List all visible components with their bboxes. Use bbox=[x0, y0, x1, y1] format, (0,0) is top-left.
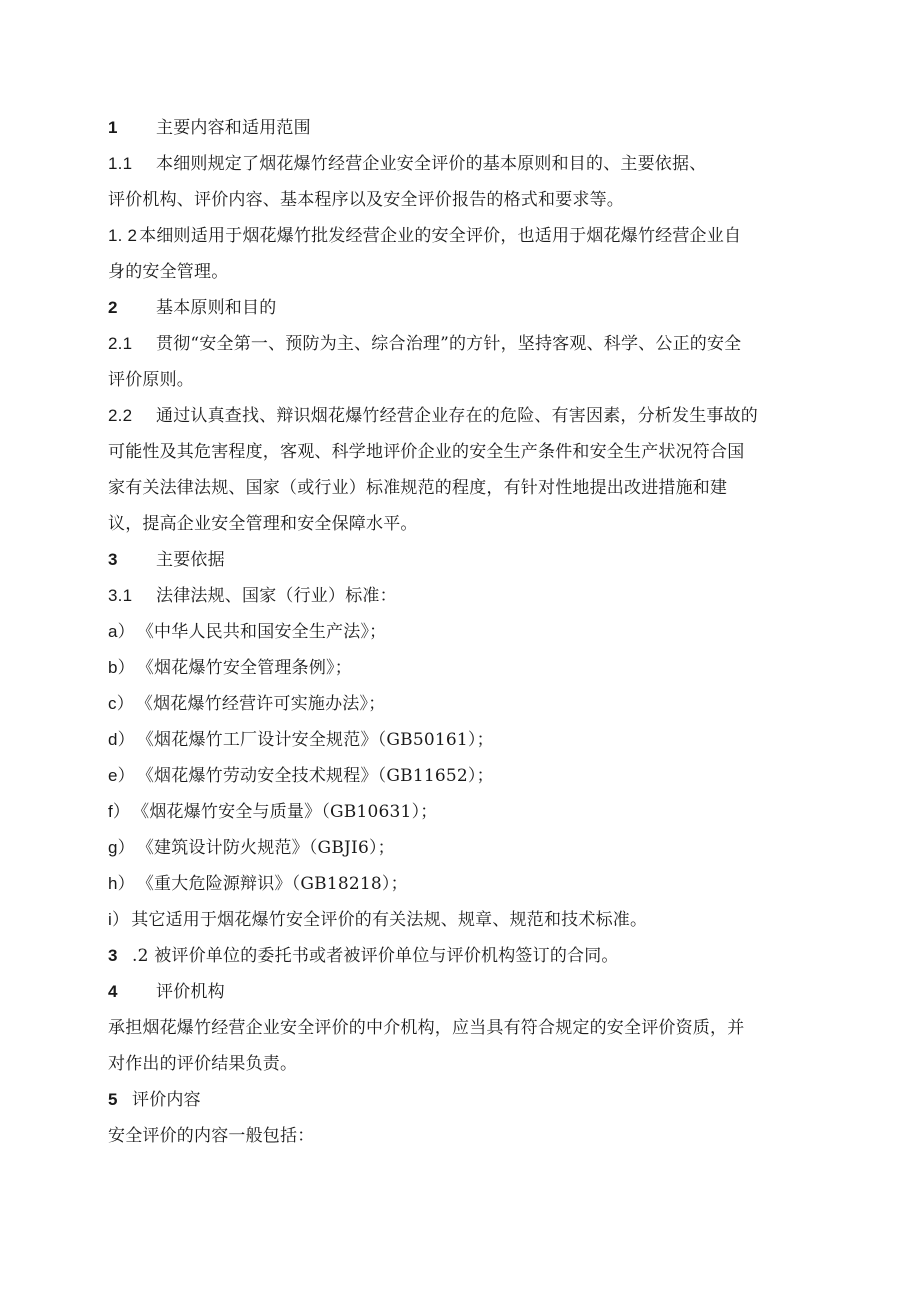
list-text: 《烟花爆竹工厂设计安全规范》（GB50161）； bbox=[136, 730, 494, 750]
clause-number: 3.1 bbox=[108, 586, 133, 605]
clause-text: .2 被评价单位的委托书或者被评价单位与评价机构签订的合同。 bbox=[132, 946, 619, 966]
paragraph-line: 议，提高企业安全管理和安全保障水平。 bbox=[108, 514, 418, 534]
clause-text: 通过认真查找、辩识烟花爆竹经营企业存在的危险、有害因素，分析发生事故的 bbox=[156, 406, 758, 426]
clause-number: 3 bbox=[108, 946, 118, 965]
clause-3-1 bbox=[108, 578, 808, 614]
list-text: 其它适用于烟花爆竹安全评价的有关法规、规章、规范和技术标准。 bbox=[131, 910, 648, 930]
paragraph-line: 对作出的评价结果负责。 bbox=[108, 1054, 298, 1074]
list-marker: f） bbox=[108, 802, 131, 821]
list-item-i bbox=[108, 902, 808, 938]
clause-1-1 bbox=[108, 146, 808, 182]
section-heading-2 bbox=[108, 290, 808, 326]
paragraph-line: 身的安全管理。 bbox=[108, 262, 229, 282]
list-marker: a） bbox=[108, 622, 135, 641]
section-number: 4 bbox=[108, 982, 118, 1001]
clause-number: 1.1 bbox=[108, 154, 133, 173]
clause-2-1 bbox=[108, 326, 808, 362]
list-text: 《中华人民共和国安全生产法》； bbox=[136, 622, 387, 642]
section-heading-3 bbox=[108, 542, 808, 578]
list-text: 《建筑设计防火规范》（GBJI6）； bbox=[136, 838, 395, 858]
list-text: 《烟花爆竹经营许可实施办法》； bbox=[135, 694, 386, 714]
list-marker: e） bbox=[108, 766, 135, 785]
section-title: 评价内容 bbox=[132, 1090, 201, 1110]
section-number: 5 bbox=[108, 1090, 118, 1109]
paragraph-line: 评价原则。 bbox=[108, 370, 194, 390]
list-text: 《烟花爆竹安全管理条例》； bbox=[136, 658, 352, 678]
list-marker: b） bbox=[108, 658, 135, 677]
list-item-g bbox=[108, 830, 808, 866]
section-title: 评价机构 bbox=[156, 982, 225, 1002]
list-text: 《重大危险源辩识》（GB18218）； bbox=[136, 874, 408, 894]
list-marker: h） bbox=[108, 874, 135, 893]
section-title: 基本原则和目的 bbox=[156, 298, 277, 318]
list-item-b bbox=[108, 650, 808, 686]
section-title: 主要依据 bbox=[156, 550, 225, 570]
clause-1-2 bbox=[108, 218, 808, 254]
list-marker: c） bbox=[108, 694, 134, 713]
clause-text: 法律法规、国家（行业）标准： bbox=[156, 586, 397, 606]
list-item-f bbox=[108, 794, 808, 830]
section-number: 3 bbox=[108, 550, 118, 569]
section-number: 1 bbox=[108, 118, 118, 137]
section-heading-1 bbox=[108, 110, 808, 146]
clause-number: 1. 2 bbox=[108, 226, 138, 245]
paragraph-line: 家有关法律法规、国家（或行业）标准规范的程度，有针对性地提出改进措施和建 bbox=[108, 478, 728, 498]
clause-text: 本细则适用于烟花爆竹批发经营企业的安全评价，也适用于烟花爆竹经营企业自 bbox=[139, 226, 742, 246]
clause-text: 贯彻“安全第一、预防为主、综合治理”的方针，坚持客观、科学、公正的安全 bbox=[156, 334, 742, 354]
list-item-d bbox=[108, 722, 808, 758]
list-text: 《烟花爆竹安全与质量》（GB10631）； bbox=[132, 802, 438, 822]
paragraph-line: 评价机构、评价内容、基本程序以及安全评价报告的格式和要求等。 bbox=[108, 190, 624, 210]
list-marker: d） bbox=[108, 730, 135, 749]
clause-number: 2.2 bbox=[108, 406, 133, 425]
list-marker: i） bbox=[108, 910, 130, 929]
section-heading-5 bbox=[108, 1082, 808, 1118]
paragraph-line: 可能性及其危害程度，客观、科学地评价企业的安全生产条件和安全生产状况符合国 bbox=[108, 442, 745, 462]
list-item-c bbox=[108, 686, 808, 722]
section-number: 2 bbox=[108, 298, 118, 317]
list-item-e bbox=[108, 758, 808, 794]
clause-3-2 bbox=[108, 938, 808, 974]
list-marker: g） bbox=[108, 838, 135, 857]
list-text: 《烟花爆竹劳动安全技术规程》（GB11652）； bbox=[136, 766, 494, 786]
section-heading-4 bbox=[108, 974, 808, 1010]
section-title: 主要内容和适用范围 bbox=[156, 118, 311, 138]
paragraph-line: 安全评价的内容一般包括： bbox=[108, 1126, 315, 1146]
list-item-a bbox=[108, 614, 808, 650]
clause-number: 2.1 bbox=[108, 334, 133, 353]
clause-2-2 bbox=[108, 398, 808, 434]
paragraph-line: 承担烟花爆竹经营企业安全评价的中介机构，应当具有符合规定的安全评价资质，并 bbox=[108, 1018, 745, 1038]
clause-text: 本细则规定了烟花爆竹经营企业安全评价的基本原则和目的、主要依据、 bbox=[156, 154, 707, 174]
list-item-h bbox=[108, 866, 808, 902]
document-page bbox=[108, 110, 808, 1154]
